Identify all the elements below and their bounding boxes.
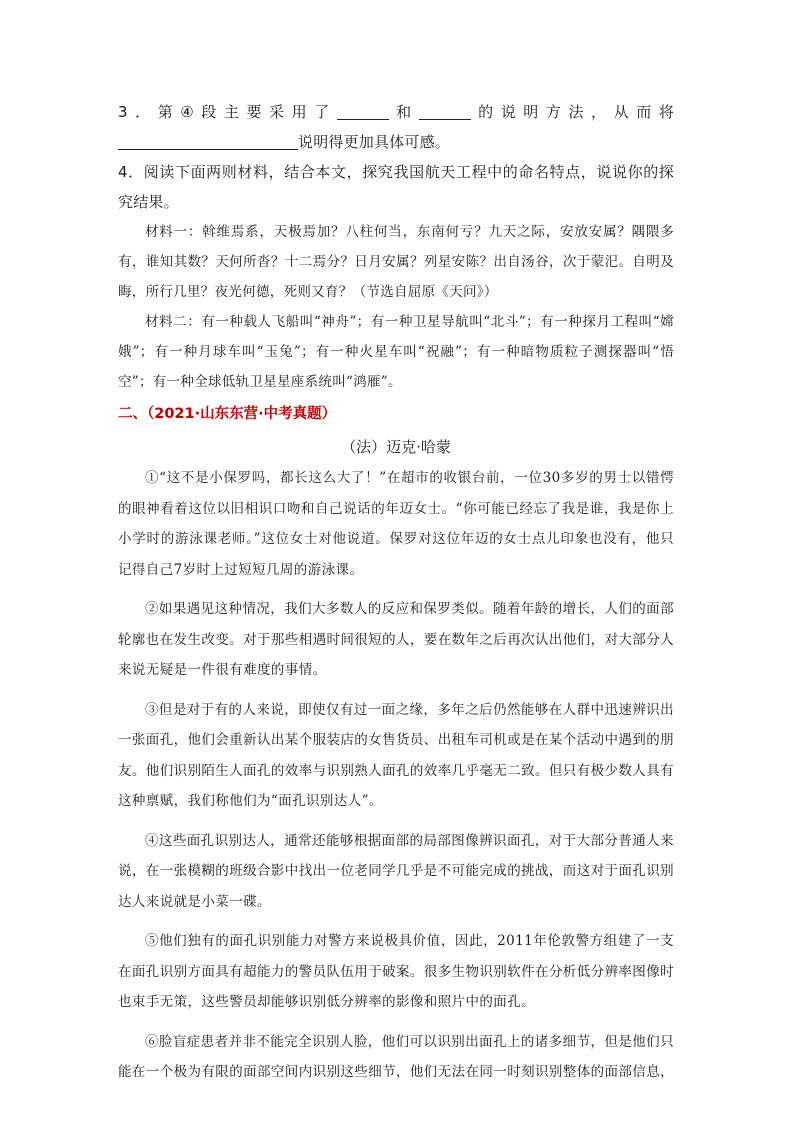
material-2-text: 有一种载人飞船叫“神舟”；有一种卫星导航叫“北斗”；有一种探月工程叫“嫦娥”；有一种月球车叫“玉兔”；有一种火星车叫“祝融”；有一种暗物质粒子测探器叫“悟空”；有一种全球低轨卫星星座系统叫“鸿雁”。 <box>118 314 674 390</box>
material-2-label: 材料二： <box>145 314 202 330</box>
material-1 <box>118 217 674 307</box>
answer-blank-1[interactable] <box>337 101 389 120</box>
article-paragraph-2: ②如果遇见这种情况，我们大多数人的反应和保罗类似。随着年龄的增长，人们的面部轮廓也在发生改变。对于那些相遇时间很短的人，要在数年之后再次认出他们，对大部分人来说无疑是一件很有难度的事情。 <box>118 601 674 678</box>
question-3-text-d: 说明得更加具体可感。 <box>298 133 451 151</box>
article-paragraph-1: ①“这不是小保罗吗，都长这么大了！”在超市的收银台前，一位30多岁的男士以错愕的眼神看着这位以旧相识口吻和自己说话的年迈女士。“你可能已经忘了我是谁，我是你上小学时的游泳课老师。”这位女士对他说道。保罗对这位年迈的女士点儿印象也没有，他只记得自己7岁时上过短短几周的游泳课。 <box>118 470 674 578</box>
question-3 <box>118 97 674 157</box>
article-paragraph-5: ⑤他们独有的面孔识别能力对警方来说极具价值，因此，2011年伦敦警方组建了一支在面孔识别方面具有超能力的警员队伍用于破案。很多生物识别软件在分析低分辨率图像时也束手无策，这些警员却能够识别低分辨率的影像和照片中的面孔。 <box>118 933 674 1010</box>
material-2 <box>118 307 674 397</box>
answer-blank-2[interactable] <box>419 101 471 120</box>
question-3-text-a: 3．第④段主要采用了 <box>118 103 337 121</box>
material-1-label: 材料一： <box>145 224 203 240</box>
section-number: 二、 <box>118 406 147 422</box>
answer-blank-3[interactable] <box>118 131 298 150</box>
section-heading <box>118 399 674 429</box>
article-author: （法）迈克·哈蒙 <box>341 438 451 456</box>
question-4: 4．阅读下面两则材料，结合本文，探究我国航天工程中的命名特点，说说你的探究结果。 <box>118 163 674 211</box>
question-3-text-b: 和 <box>388 103 419 121</box>
material-1-text: 斡维焉系，天极焉加？八柱何当，东南何亏？九天之际，安放安属？隅隈多有，谁知其数？天何所沓？十二焉分？日月安属？列星安陈？出自汤谷，次于蒙汜。自明及晦，所行几里？夜光何德，死则又育？（节选自屈原《天问》） <box>118 224 674 300</box>
question-3-text-c: 的说明方法，从而将 <box>470 103 674 121</box>
article-paragraph-3: ③但是对于有的人来说，即使仅有过一面之缘，多年之后仍然能够在人群中迅速辨识出一张面孔，他们会重新认出某个服装店的女售货员、出租车司机或是在某个活动中遇到的朋友。他们识别陌生人面孔的效率与识别熟人面孔的效率几乎毫无二致。但只有极少数人具有这种禀赋，我们称他们为“面孔识别达人”。 <box>118 701 674 809</box>
article-paragraph-4: ④这些面孔识别达人，通常还能够根据面部的局部图像辨识面孔，对于大部分普通人来说，在一张模糊的班级合影中找出一位老同学几乎是不可能完成的挑战，而这对于面孔识别达人来说就是小菜一碟。 <box>118 832 674 910</box>
section-source: （2021·山东东营·中考真题） <box>147 406 337 422</box>
article-paragraph-6: ⑥脸盲症患者并非不能完全识别人脸，他们可以识别出面孔上的诸多细节，但是他们只能在一个极为有限的面部空间内识别这些细节，他们无法在同一时刻识别整体的面部信息， <box>118 1033 674 1080</box>
